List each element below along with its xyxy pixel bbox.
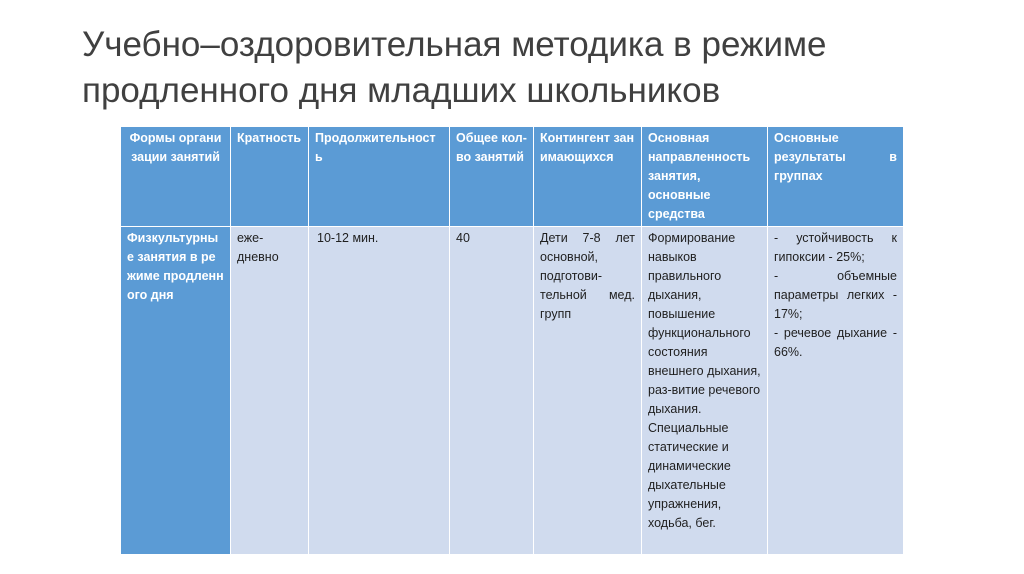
header-contingent: Контингент занимающихся [534,127,642,227]
slide-title: Учебно–оздоровительная методика в режиме продленного дня младших школьников [82,25,827,110]
cell-form: Физкультурные занятия в режиме продленного дня [121,227,231,555]
header-count: Общее кол-во занятий [450,127,534,227]
table-row [121,227,904,555]
header-frequency: Кратность [231,127,309,227]
cell-contingent: Дети 7-8 лет основной, подготови-тельной мед. групп [534,227,642,555]
header-results [768,127,904,227]
cell-direction: Формирование навыков правильного дыхания, повышение функционального состояния внешнего дыхания, раз-витие речевого дыхания. Специальные статические и динамические дыхательные упражнения, ходьба, бег. [642,227,768,555]
header-direction: Основная направленность занятия, основные средства [642,127,768,227]
result-item: - речевое дыхание - 66%. [774,326,897,359]
cell-results [768,227,904,555]
result-item: - объемные параметры легких - 17%; [774,269,897,321]
header-forms: Формы организации занятий [121,127,231,227]
header-results-text: Основные результаты в группах [774,131,897,183]
result-item: - устойчивость к гипоксии - 25%; [774,231,897,264]
methodology-table [120,126,904,555]
cell-duration: 10-12 мин. [309,227,450,555]
cell-frequency: еже-дневно [231,227,309,555]
table-header-row [121,127,904,227]
header-duration: Продолжительность [309,127,450,227]
cell-count: 40 [450,227,534,555]
